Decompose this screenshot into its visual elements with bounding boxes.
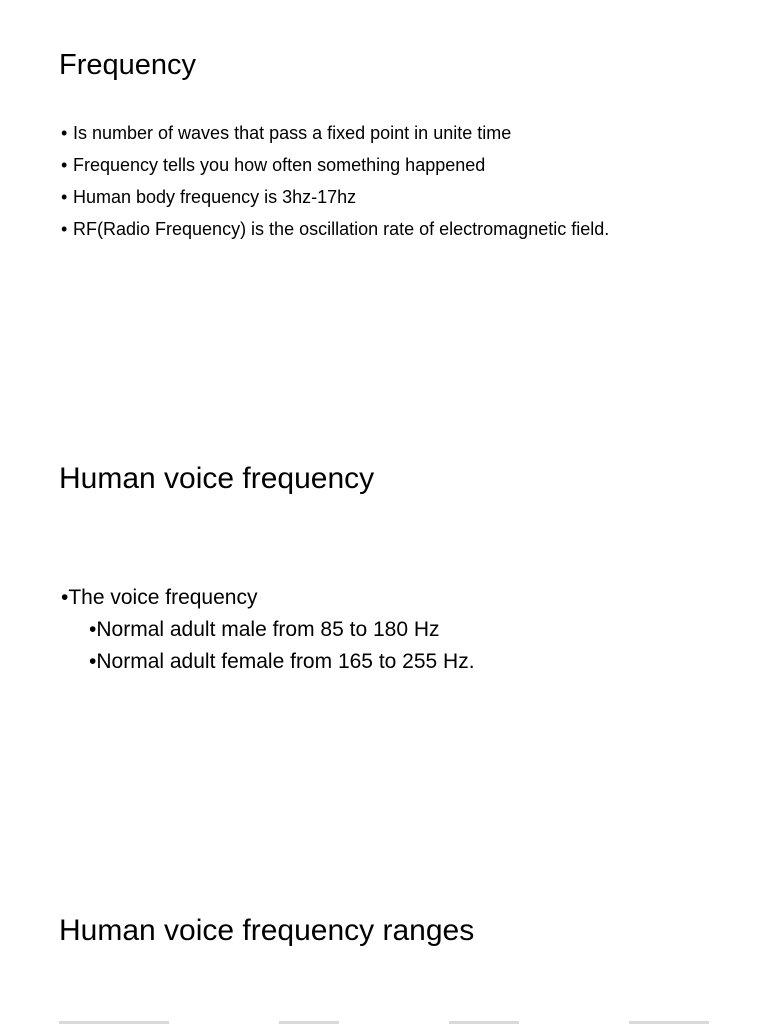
cut-off-content <box>59 1018 709 1024</box>
bullet-text: RF(Radio Frequency) is the oscillation rate of electromagnetic field. <box>73 219 610 239</box>
bullet-icon: • <box>61 187 68 207</box>
bullet-icon: • <box>61 123 68 143</box>
bullet-list <box>61 117 609 245</box>
sub-list-item <box>61 614 475 646</box>
bullet-icon: • <box>61 586 69 609</box>
bullet-text: Normal adult male from 85 to 180 Hz <box>96 618 440 641</box>
list-item <box>61 117 609 149</box>
bullet-text: Human body frequency is 3hz-17hz <box>73 187 357 207</box>
bullet-icon: • <box>89 618 97 641</box>
bullet-text: The voice frequency <box>68 586 258 609</box>
bullet-icon: • <box>61 155 68 175</box>
slide-title: Human voice frequency <box>59 462 375 495</box>
bullet-icon: • <box>61 219 68 239</box>
list-item <box>61 213 609 245</box>
slide-human-voice-frequency-ranges <box>0 880 768 1024</box>
bullet-text: Is number of waves that pass a fixed point in unite time <box>73 123 512 143</box>
list-item <box>61 582 475 614</box>
slide-human-voice-frequency <box>0 430 768 880</box>
bullet-icon: • <box>89 650 97 673</box>
list-item <box>61 149 609 181</box>
bullet-text: Frequency tells you how often something happened <box>73 155 486 175</box>
slide-frequency <box>0 0 768 430</box>
bullet-text: Normal adult female from 165 to 255 Hz. <box>96 650 475 673</box>
bullet-list <box>61 582 475 678</box>
sub-list-item <box>61 646 475 678</box>
slide-title: Frequency <box>59 49 197 81</box>
list-item <box>61 181 609 213</box>
slide-title: Human voice frequency ranges <box>59 914 475 947</box>
